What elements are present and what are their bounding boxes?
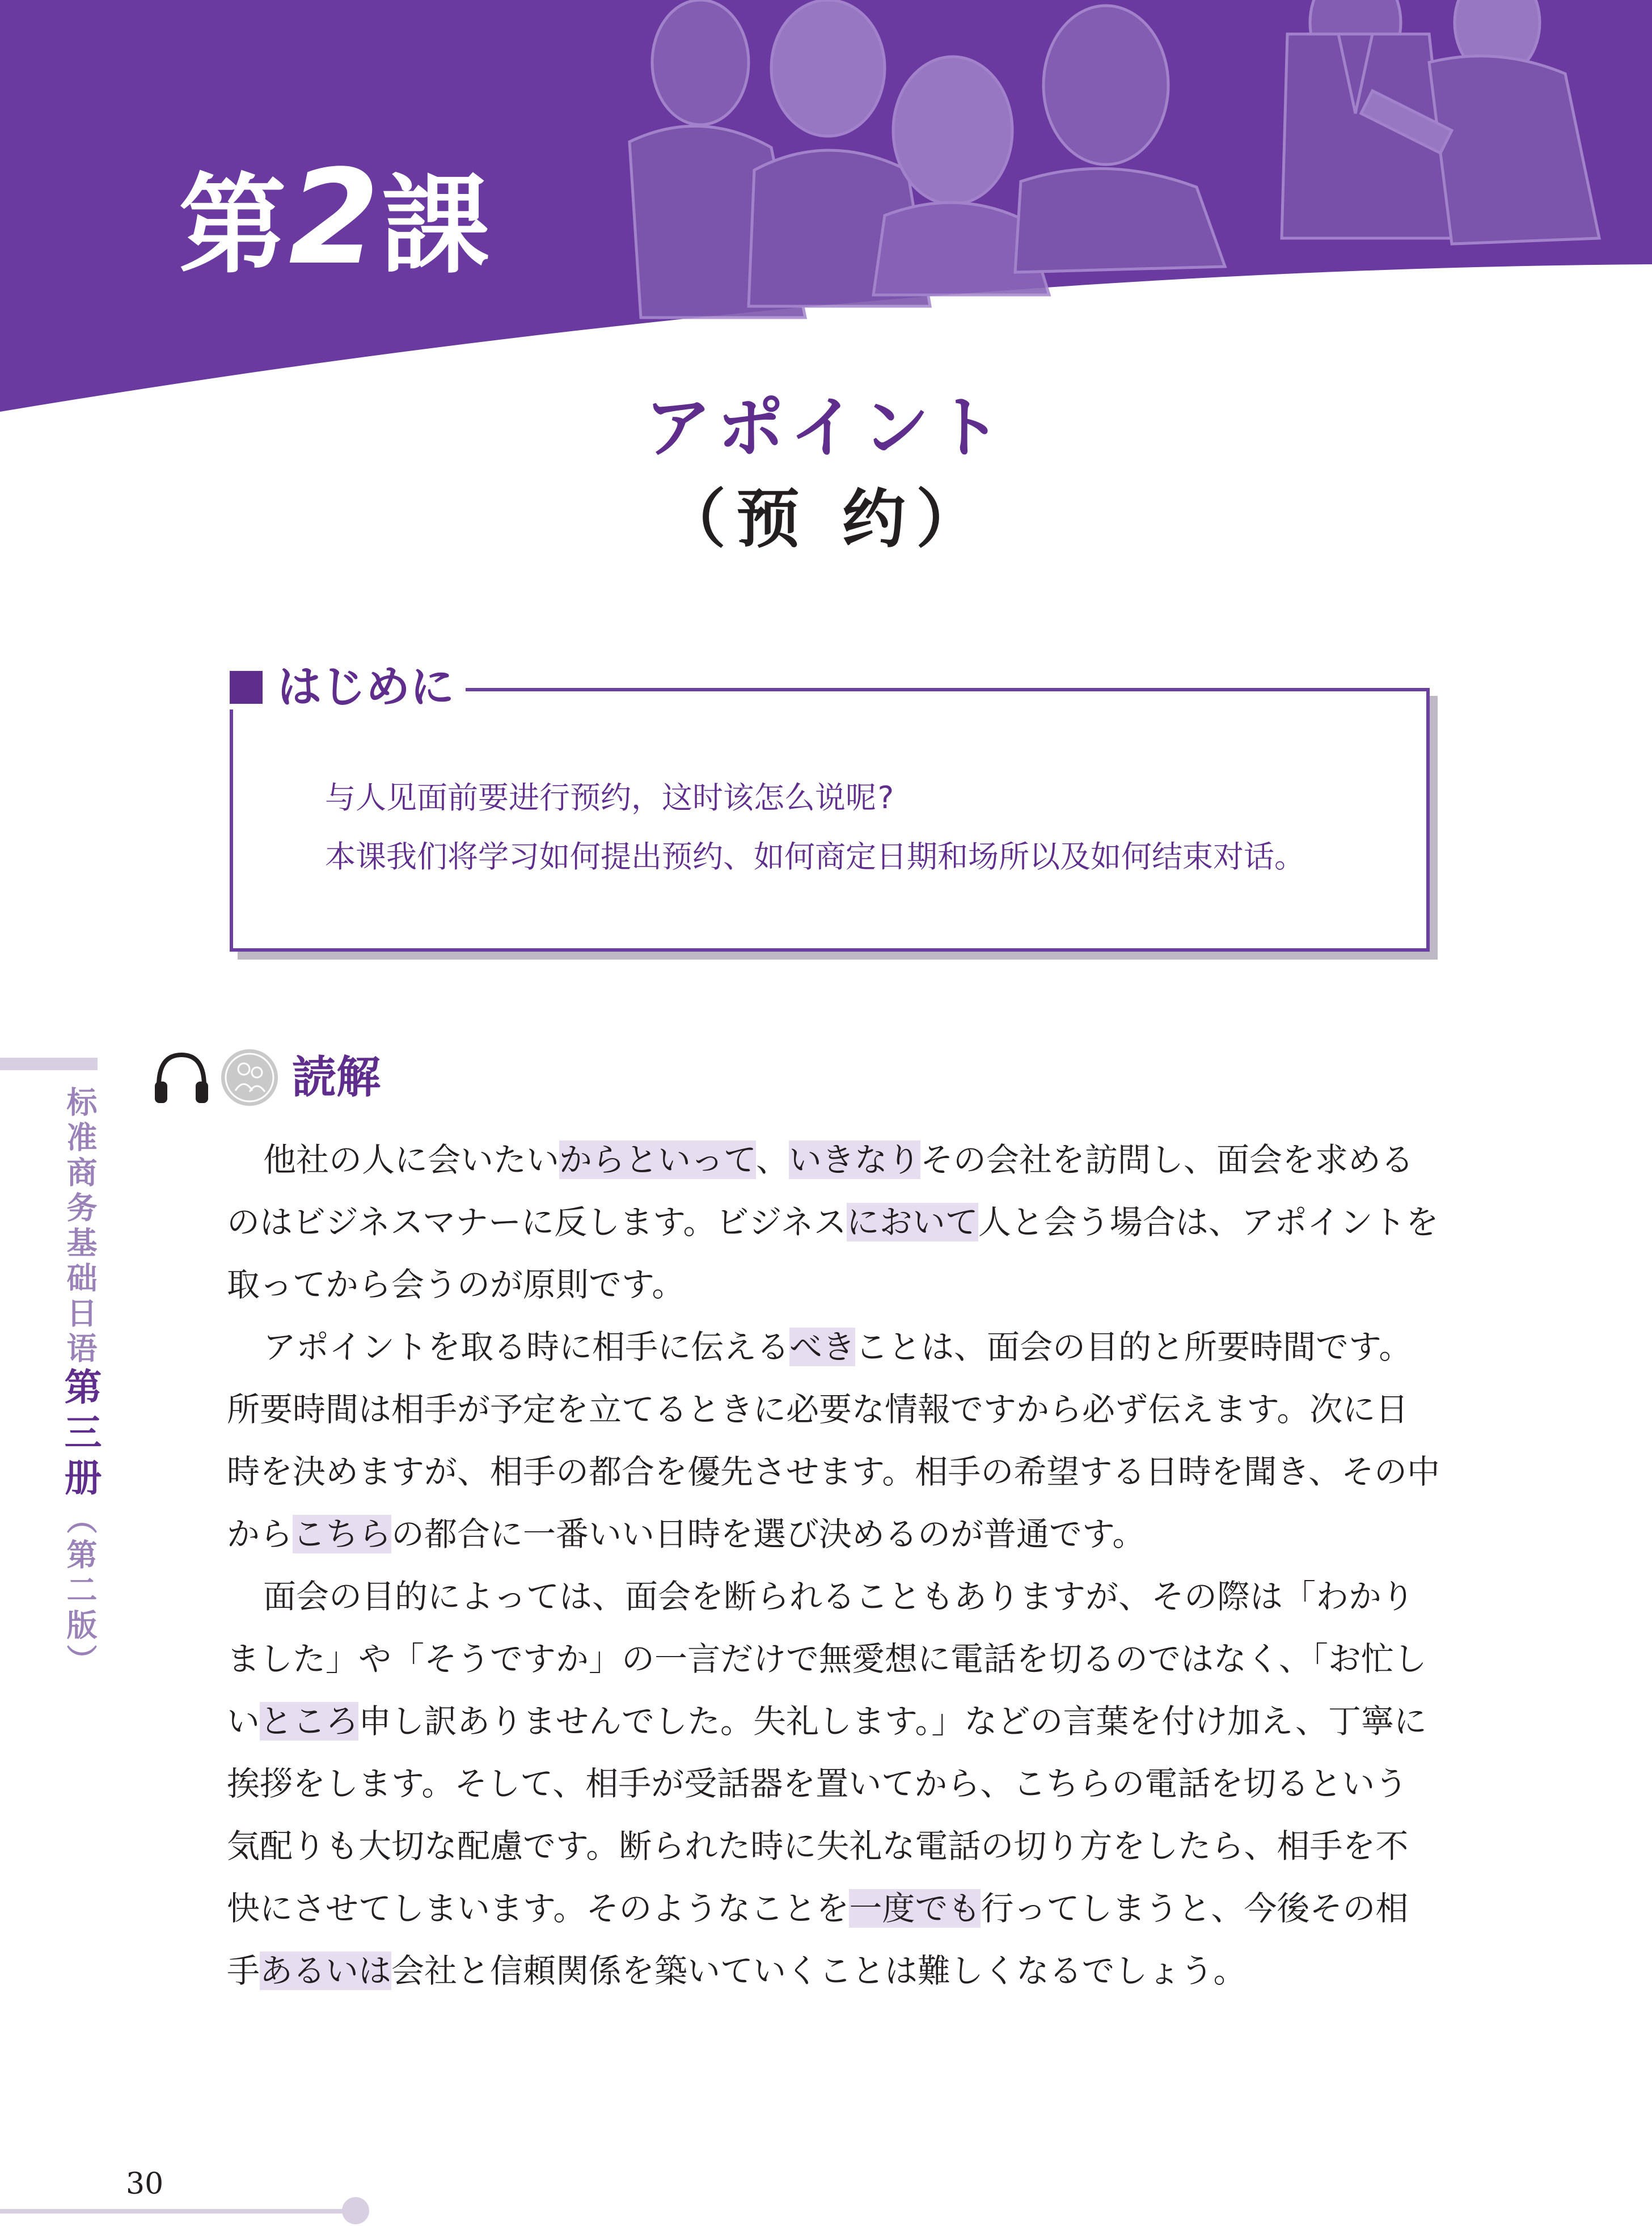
reading-paragraph bbox=[227, 1565, 1440, 2002]
lesson-title-japanese: アポイント bbox=[644, 388, 1008, 467]
reading-text: 面会の目的によっては、面会を断られることもありますが、その際は「わかりました」や「そうですか」の一言だけで無愛想に電話を切るのではなく、「お忙しい bbox=[227, 1577, 1427, 1741]
reading-text: 、 bbox=[755, 1141, 789, 1179]
grammar-highlight: からといって bbox=[559, 1141, 756, 1179]
reading-text: 人と会う場合は、アポイントを取ってから会うのが原則です。 bbox=[227, 1203, 1439, 1304]
sidebar-book-title bbox=[58, 1086, 102, 1679]
reading-text: アポイントを取る時に相手に伝える bbox=[263, 1328, 790, 1366]
intro-paragraph: 本课我们将学习如何提出预约、如何商定日期和场所以及如何结束对话。 bbox=[325, 839, 1305, 875]
grammar-highlight: いきなり bbox=[788, 1141, 920, 1179]
reading-heading bbox=[150, 1046, 381, 1109]
sidebar-accent-bar bbox=[0, 1058, 98, 1070]
reading-text: 他社の人に会いたい bbox=[263, 1141, 560, 1179]
book-title: 标准商务基础日语 bbox=[62, 1086, 98, 1367]
intro-heading bbox=[230, 662, 466, 713]
reading-text: 申し訳ありませんでした。失礼します。」などの言葉を付け加え、丁寧に挨拶をします。そして、相手が受話器を置いてから、こちらの電話を切るという気配りも大切な配慮です。断られた時に失礼な電話の切り方をしたら、相手を不快にさせてしまいます。そのようなことを bbox=[227, 1702, 1427, 1928]
grammar-highlight: ところ bbox=[260, 1702, 359, 1741]
lesson-title-chinese: （预 约） bbox=[662, 482, 990, 556]
intro-paragraph: 与人见面前要进行预约，这时该怎么说呢? bbox=[325, 780, 895, 816]
lesson-number-title bbox=[179, 142, 492, 294]
grammar-highlight: こちら bbox=[293, 1515, 392, 1553]
reading-text: ことは、面会の目的と所要時間です。所要時間は相手が予定を立てるときに必要な情報ですから必ず伝えます。次に日時を決めますが、相手の都合を優先させます。相手の希望する日時を聞き、その中から bbox=[227, 1328, 1440, 1553]
reading-text: の都合に一番いい日時を選び決めるのが普通です。 bbox=[391, 1515, 1146, 1553]
lesson-suffix: 課 bbox=[382, 163, 492, 288]
lesson-prefix: 第 bbox=[179, 163, 289, 288]
lesson-number: 2 bbox=[289, 142, 382, 294]
footer-dot bbox=[342, 2197, 369, 2224]
reading-paragraph bbox=[227, 1316, 1440, 1565]
grammar-highlight: あるいは bbox=[260, 1952, 392, 1990]
grammar-highlight: 一度でも bbox=[849, 1889, 981, 1928]
reading-text: 行ってしまうと、今後その相手 bbox=[227, 1889, 1409, 1990]
intro-heading-label: はじめに bbox=[277, 662, 455, 713]
grammar-highlight: べき bbox=[789, 1328, 856, 1366]
book-edition: （第二版） bbox=[62, 1503, 98, 1679]
book-volume: 第三册 bbox=[58, 1367, 102, 1503]
listening-people-icon bbox=[218, 1046, 281, 1109]
headphones-icon bbox=[150, 1046, 213, 1109]
intro-text bbox=[264, 768, 1409, 886]
reading-text: 会社と信頼関係を築いていくことは難しくなるでしょう。 bbox=[391, 1952, 1247, 1990]
reading-paragraph bbox=[227, 1129, 1440, 1316]
page-number: 30 bbox=[126, 2167, 164, 2201]
footer-line bbox=[0, 2209, 352, 2214]
grammar-highlight: において bbox=[846, 1203, 978, 1241]
reading-text: その会社を訪問し、面会を求めるのはビジネスマナーに反します。ビジネス bbox=[227, 1141, 1414, 1241]
reading-heading-label: 読解 bbox=[292, 1052, 381, 1103]
reading-body bbox=[227, 1129, 1440, 2002]
square-bullet-icon bbox=[230, 671, 263, 704]
